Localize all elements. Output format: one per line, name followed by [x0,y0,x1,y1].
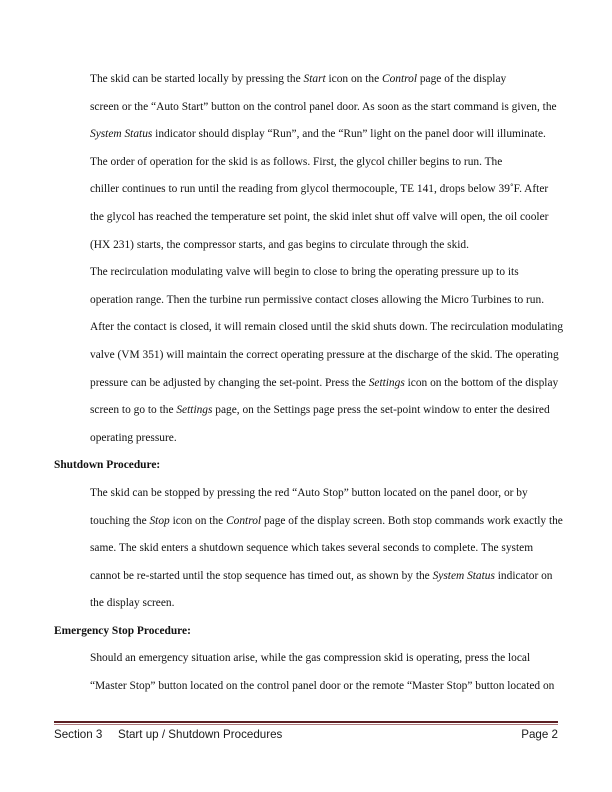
text-run: page, on the Settings page press the set-point window to enter the desired [212,404,550,417]
start-icon-reference: Start [303,73,326,85]
text-run: screen to go to the [90,404,177,417]
text-line: operating pressure. [90,431,177,444]
text-line [54,397,558,425]
text-run: page of the display screen. Both stop commands work exactly the [261,514,563,527]
paragraph-emergency-stop [54,645,558,700]
text-run: indicator on [494,569,553,582]
text-line: screen or the “Auto Start” button on the control panel door. As soon as the start command is given, the [90,100,557,113]
footer-rule-light [54,724,558,725]
text-run: indicator should display “Run”, and the “Run” light on the panel door will illuminate. [152,128,546,141]
text-run: cannot be re-started until the stop sequence has timed out, as shown by the [90,569,433,582]
text-run: icon on the [325,73,382,85]
footer-rule-dark [54,721,558,723]
text-line [54,370,558,398]
footer-section-label: Section 3 [54,728,103,741]
system-status-reference: System Status [432,569,495,582]
shutdown-procedure-heading: Shutdown Procedure: [54,459,161,472]
text-run: The skid can be started locally by pressing the [90,73,304,85]
text-run: pressure can be adjusted by changing the set-point. Press the [90,376,369,389]
control-page-reference: Control [381,73,418,85]
text-line [54,508,563,536]
system-status-reference: System Status [90,128,153,141]
text-line: the glycol has reached the temperature set point, the skid inlet shut off valve will open, the oil cooler [90,210,549,223]
page-footer [54,728,558,744]
text-line: same. The skid enters a shutdown sequence which takes several seconds to complete. The system [90,542,534,555]
text-line: The recirculation modulating valve will begin to close to bring the operating pressure up to its [90,266,519,279]
text-run: page of the display [417,73,507,85]
text-line [54,66,558,94]
text-line: operation range. Then the turbine run permissive contact closes allowing the Micro Turbines to run. [90,293,545,306]
emergency-stop-procedure-heading: Emergency Stop Procedure: [54,624,191,637]
paragraph-start-procedure [54,66,558,149]
paragraph-order-of-operation [54,149,558,259]
text-line [54,563,558,591]
page-body [54,66,564,701]
settings-icon-reference: Settings [368,376,405,389]
text-line: After the contact is closed, it will remain closed until the skid shuts down. The recirculation modulating [90,321,564,334]
paragraph-recirculation-valve [54,259,564,452]
footer-page-number: Page 2 [521,728,558,741]
footer-section-title: Start up / Shutdown Procedures [118,728,283,741]
text-line: (HX 231) starts, the compressor starts, and gas begins to circulate through the skid. [90,238,469,251]
text-run: touching the [90,514,150,527]
text-line: chiller continues to run until the reading from glycol thermocouple, TE 141, drops below 39˚F. After [90,183,549,196]
paragraph-shutdown [54,480,563,618]
settings-page-reference: Settings [176,404,213,417]
control-page-reference: Control [226,514,262,527]
text-run: icon on the [169,514,227,527]
text-line: “Master Stop” button located on the control panel door or the remote “Master Stop” button located on [90,680,555,693]
text-line: Should an emergency situation arise, while the gas compression skid is operating, press the local [90,652,531,665]
text-line [54,121,558,149]
text-run: icon on the bottom of the display [404,376,559,389]
text-line: The order of operation for the skid is as follows. First, the glycol chiller begins to run. The [90,155,503,168]
text-line: The skid can be stopped by pressing the red “Auto Stop” button located on the panel door, or by [90,486,528,499]
text-line: valve (VM 351) will maintain the correct operating pressure at the discharge of the skid. The operating [90,348,559,361]
stop-icon-reference: Stop [149,514,170,527]
text-line: the display screen. [90,597,175,610]
